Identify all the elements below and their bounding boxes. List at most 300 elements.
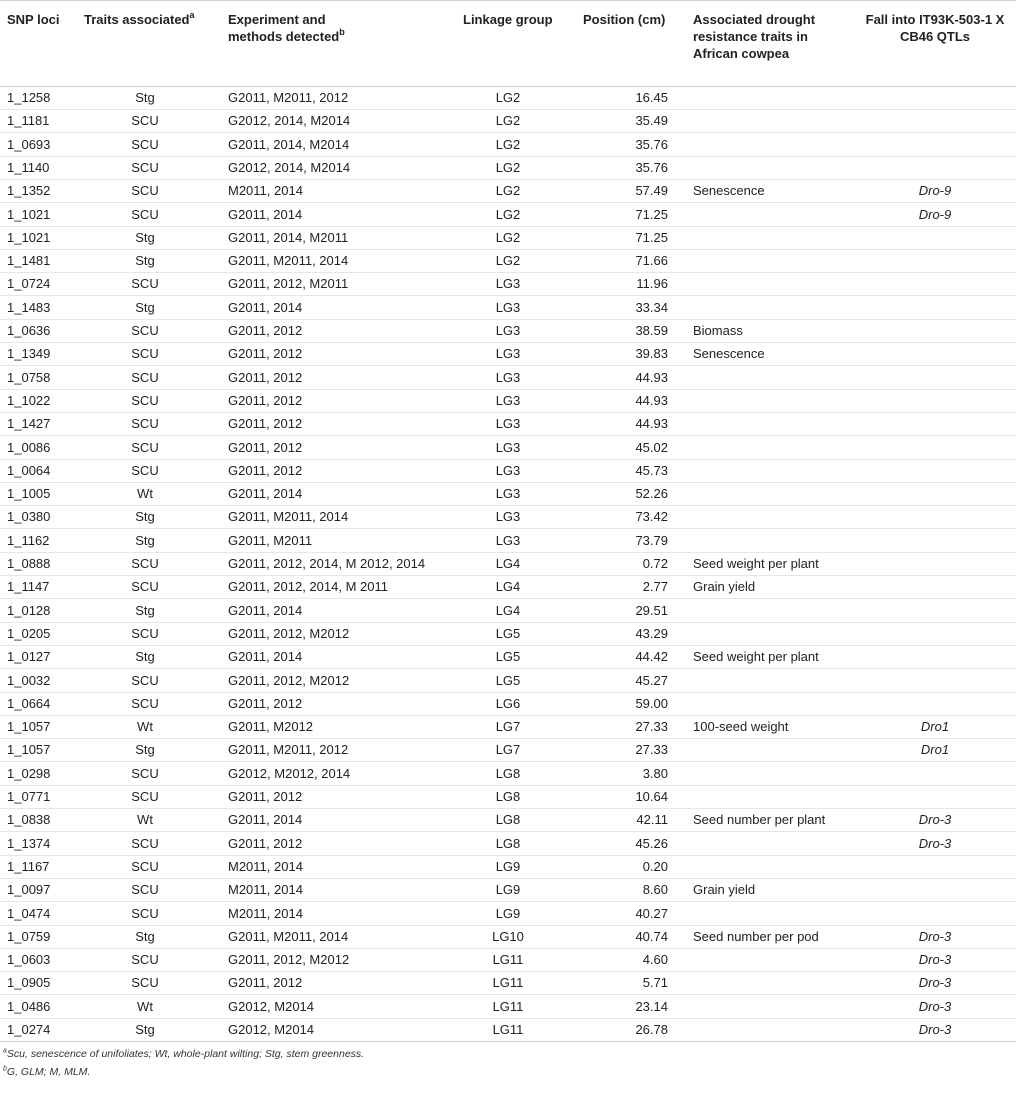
cell-trait: SCU	[131, 136, 159, 152]
cell-position: 45.27	[635, 672, 668, 688]
cell-trait: SCU	[131, 183, 159, 199]
cell-trait: Stg	[135, 229, 155, 245]
cell-position: 35.49	[635, 113, 668, 129]
cell-linkage-group: LG2	[495, 183, 521, 199]
cell-snp: 1_0905	[7, 975, 51, 991]
cell-method: G2011, 2012, 2014, M 2012, 2014	[228, 556, 426, 571]
cell-trait: SCU	[131, 323, 159, 338]
header-position: Position (cm)	[583, 12, 666, 27]
table-row	[0, 832, 1016, 856]
footnote-b: $^b$G, GLM; M, MLM.	[3, 1065, 91, 1079]
cell-method: G2011, 2012, M2012	[228, 625, 350, 641]
cell-position: 27.33	[635, 719, 668, 735]
cell-method: G2011, 2014, M2011	[228, 229, 349, 245]
table-row	[0, 109, 1016, 133]
cell-position: 42.11	[636, 812, 668, 828]
table-row	[0, 878, 1016, 902]
cell-method: G2011, 2012, M2011	[228, 276, 349, 292]
cell-snp: 1_1005	[7, 486, 51, 502]
cell-position: 45.26	[635, 835, 668, 851]
cell-snp: 1_1140	[7, 159, 50, 175]
cell-trait: Stg	[135, 649, 155, 665]
cell-snp: 1_1021	[7, 206, 51, 222]
cell-snp: 1_1022	[7, 392, 51, 408]
cell-method: G2011, 2014, M2014	[228, 136, 350, 152]
cell-method: G2011, 2012	[228, 346, 303, 362]
cell-method: G2011, 2014	[228, 206, 303, 222]
header-snp-loci: SNP loci	[7, 12, 60, 27]
cell-method: G2011, M2011, 2014	[228, 253, 349, 269]
cell-snp: 1_0888	[7, 556, 51, 571]
cell-drought-trait: Seed weight per plant	[693, 649, 819, 665]
cell-drought-trait: Seed weight per plant	[693, 556, 819, 571]
table-row	[0, 599, 1016, 623]
cell-drought-trait: 100-seed weight	[693, 719, 789, 735]
cell-trait: SCU	[131, 206, 159, 222]
header-experiment-methods: Experiment and methods detected$^b$	[228, 12, 345, 44]
cell-snp: 1_0603	[7, 952, 51, 968]
table-row	[0, 808, 1016, 832]
cell-linkage-group: LG7	[495, 719, 521, 735]
cell-qtl: Dro-9	[918, 206, 952, 222]
table-row	[0, 482, 1016, 506]
cell-drought-trait: Grain yield	[693, 882, 756, 898]
cell-qtl: Dro-3	[918, 998, 952, 1014]
table-row	[0, 645, 1016, 669]
cell-snp: 1_0097	[7, 882, 51, 898]
cell-trait: SCU	[131, 975, 159, 991]
table-row	[0, 272, 1016, 296]
cell-qtl: Dro-3	[918, 928, 952, 944]
cell-position: 3.80	[642, 765, 668, 781]
cell-position: 0.20	[642, 858, 668, 874]
cell-method: G2011, M2011, 2012	[228, 90, 349, 105]
cell-position: 29.51	[635, 602, 668, 618]
cell-method: G2011, M2012	[228, 719, 314, 735]
table-header	[0, 0, 1016, 87]
table-row	[0, 925, 1016, 949]
cell-method: M2011, 2014	[228, 882, 303, 898]
cell-method: G2011, 2014	[228, 486, 303, 502]
cell-snp: 1_1349	[7, 346, 51, 362]
cell-trait: Stg	[135, 299, 155, 315]
cell-position: 40.74	[635, 928, 668, 944]
cell-snp: 1_1481	[7, 253, 51, 269]
header-traits-associated: Traits associated$^a$	[84, 9, 195, 27]
cell-position: 35.76	[635, 159, 668, 175]
cell-qtl	[860, 226, 1010, 249]
cell-trait: SCU	[131, 882, 159, 898]
cell-position: 0.72	[642, 556, 668, 571]
cell-method: G2012, M2014	[228, 1022, 315, 1037]
cell-trait: SCU	[131, 858, 159, 874]
table-row	[0, 692, 1016, 716]
header-qtl: Fall into IT93K-503-1 X CB46 QTLs	[865, 12, 1005, 44]
cell-trait: SCU	[131, 416, 159, 432]
cell-snp: 1_0636	[7, 323, 51, 338]
table-row	[0, 902, 1016, 926]
cell-trait: SCU	[131, 346, 159, 362]
cell-snp: 1_0758	[7, 369, 51, 385]
cell-linkage-group: LG3	[495, 439, 521, 455]
cell-linkage-group: LG11	[492, 975, 524, 991]
cell-qtl	[860, 855, 1010, 878]
cell-linkage-group: LG11	[492, 1022, 524, 1037]
cell-drought-trait: Seed number per pod	[693, 928, 819, 944]
cell-method: G2011, 2012	[228, 835, 303, 851]
table-row	[0, 575, 1016, 599]
cell-position: 23.14	[635, 998, 668, 1014]
cell-trait: Stg	[135, 602, 155, 618]
cell-position: 71.66	[635, 253, 668, 269]
cell-method: G2011, 2014	[228, 299, 303, 315]
cell-linkage-group: LG9	[495, 905, 521, 921]
cell-position: 4.60	[642, 952, 668, 968]
cell-snp: 1_1057	[7, 719, 51, 735]
table-row	[0, 412, 1016, 436]
cell-position: 52.26	[635, 486, 668, 502]
table-row	[0, 226, 1016, 250]
cell-qtl: Dro-3	[918, 812, 952, 828]
table-row	[0, 762, 1016, 786]
cell-linkage-group: LG3	[495, 462, 521, 478]
cell-position: 44.42	[635, 649, 668, 665]
table-row	[0, 669, 1016, 693]
cell-qtl	[860, 505, 1010, 528]
cell-qtl	[860, 599, 1010, 622]
cell-trait: Stg	[135, 253, 155, 269]
cell-method: G2011, 2014	[228, 812, 303, 828]
cell-qtl: Dro-3	[918, 952, 952, 968]
cell-snp: 1_1181	[7, 113, 50, 129]
cell-method: G2011, 2012, M2012	[228, 672, 350, 688]
cell-linkage-group: LG3	[495, 299, 521, 315]
cell-qtl: Dro1	[920, 719, 950, 735]
cell-qtl: Dro1	[920, 742, 950, 758]
cell-snp: 1_1258	[7, 90, 51, 105]
cell-linkage-group: LG3	[495, 509, 521, 525]
cell-linkage-group: LG3	[495, 323, 521, 338]
cell-qtl	[860, 366, 1010, 389]
cell-linkage-group: LG6	[495, 695, 521, 711]
cell-position: 8.60	[642, 882, 668, 898]
table-row	[0, 738, 1016, 762]
cell-trait: SCU	[131, 952, 159, 968]
cell-qtl: Dro-3	[918, 975, 952, 991]
cell-snp: 1_0127	[7, 649, 51, 665]
cell-linkage-group: LG5	[495, 625, 521, 641]
cell-linkage-group: LG2	[495, 229, 521, 245]
cell-method: G2011, 2012	[228, 416, 303, 432]
cell-linkage-group: LG3	[495, 416, 521, 432]
cell-method: G2011, 2014	[228, 649, 303, 665]
cell-linkage-group: LG11	[492, 998, 524, 1014]
cell-linkage-group: LG8	[495, 835, 521, 851]
cell-method: G2011, 2012	[228, 462, 303, 478]
cell-position: 73.42	[635, 509, 668, 525]
cell-method: G2012, M2014	[228, 998, 315, 1014]
cell-qtl	[860, 412, 1010, 435]
cell-position: 39.83	[635, 346, 668, 362]
cell-qtl	[860, 249, 1010, 272]
table-row	[0, 203, 1016, 227]
cell-snp: 1_1427	[7, 416, 51, 432]
cell-qtl	[860, 878, 1010, 901]
cell-trait: Stg	[135, 928, 155, 944]
cell-drought-trait: Biomass	[693, 323, 743, 338]
cell-method: G2011, 2012, M2012	[228, 952, 350, 968]
cell-position: 44.93	[635, 416, 668, 432]
cell-qtl	[860, 296, 1010, 319]
cell-position: 71.25	[635, 206, 668, 222]
cell-position: 16.45	[635, 90, 668, 105]
cell-snp: 1_0664	[7, 695, 51, 711]
cell-method: G2011, M2011, 2014	[228, 509, 349, 525]
cell-linkage-group: LG4	[495, 579, 521, 595]
table-row	[0, 529, 1016, 553]
cell-linkage-group: LG8	[495, 789, 521, 804]
cell-qtl	[860, 109, 1010, 132]
cell-trait: SCU	[131, 625, 159, 641]
cell-snp: 1_0064	[7, 462, 51, 478]
cell-method: G2011, M2011, 2014	[228, 928, 349, 944]
header-linkage-group: Linkage group	[463, 12, 553, 27]
cell-trait: SCU	[131, 905, 159, 921]
cell-drought-trait: Grain yield	[693, 579, 756, 595]
table-row	[0, 715, 1016, 739]
cell-trait: SCU	[131, 556, 159, 571]
cell-method: G2012, 2014, M2014	[228, 113, 351, 129]
cell-linkage-group: LG2	[495, 253, 521, 269]
table-row	[0, 505, 1016, 529]
cell-qtl	[860, 529, 1010, 552]
cell-drought-trait: Senescence	[693, 183, 765, 199]
cell-trait: Wt	[137, 486, 153, 502]
cell-position: 26.78	[635, 1022, 668, 1037]
cell-snp: 1_0486	[7, 998, 51, 1014]
table-row	[0, 995, 1016, 1019]
cell-linkage-group: LG5	[495, 672, 521, 688]
cell-trait: SCU	[131, 835, 159, 851]
cell-linkage-group: LG5	[495, 649, 521, 665]
cell-trait: SCU	[131, 276, 159, 292]
cell-method: G2011, M2011	[228, 532, 313, 548]
cell-snp: 1_0032	[7, 672, 51, 688]
cell-qtl	[860, 133, 1010, 156]
cell-method: G2011, M2011, 2012	[228, 742, 349, 758]
table-row	[0, 86, 1016, 110]
cell-linkage-group: LG2	[495, 159, 521, 175]
cell-method: G2011, 2012	[228, 439, 303, 455]
cell-qtl	[860, 902, 1010, 925]
cell-linkage-group: LG4	[495, 602, 521, 618]
cell-position: 73.79	[635, 532, 668, 548]
table-row	[0, 179, 1016, 203]
cell-trait: SCU	[131, 672, 159, 688]
cell-trait: SCU	[131, 789, 159, 804]
table-row	[0, 342, 1016, 366]
cell-linkage-group: LG9	[495, 882, 521, 898]
cell-method: G2011, 2012, 2014, M 2011	[228, 579, 388, 595]
cell-method: G2011, 2012	[228, 789, 303, 804]
cell-method: G2011, 2012	[228, 323, 303, 338]
cell-qtl	[860, 272, 1010, 295]
cell-snp: 1_0724	[7, 276, 51, 292]
cell-qtl	[860, 622, 1010, 645]
cell-snp: 1_1162	[7, 532, 50, 548]
cell-linkage-group: LG2	[495, 206, 521, 222]
cell-snp: 1_0205	[7, 625, 51, 641]
table-row	[0, 366, 1016, 390]
cell-snp: 1_1167	[7, 858, 50, 874]
table-row	[0, 948, 1016, 972]
cell-position: 38.59	[635, 323, 668, 338]
table-row	[0, 436, 1016, 460]
cell-trait: Stg	[135, 742, 155, 758]
table-row	[0, 1018, 1016, 1042]
cell-qtl	[860, 669, 1010, 692]
cell-trait: Stg	[135, 1022, 155, 1037]
cell-trait: Stg	[135, 532, 155, 548]
table-row	[0, 785, 1016, 809]
cell-qtl	[860, 342, 1010, 365]
table-row	[0, 296, 1016, 320]
cell-snp: 1_0693	[7, 136, 51, 152]
cell-linkage-group: LG2	[495, 136, 521, 152]
table-row	[0, 971, 1016, 995]
cell-qtl	[860, 482, 1010, 505]
table-row	[0, 319, 1016, 343]
cell-trait: Wt	[137, 998, 153, 1014]
cell-snp: 1_0128	[7, 602, 51, 618]
table-row	[0, 622, 1016, 646]
cell-position: 27.33	[635, 742, 668, 758]
cell-position: 57.49	[635, 183, 668, 199]
cell-qtl	[860, 389, 1010, 412]
cell-trait: SCU	[131, 113, 159, 129]
cell-snp: 1_0771	[7, 789, 51, 804]
cell-qtl: Dro-3	[918, 1022, 952, 1037]
cell-position: 2.77	[642, 579, 668, 595]
cell-qtl: Dro-9	[918, 183, 952, 199]
cell-position: 44.93	[635, 369, 668, 385]
cell-linkage-group: LG4	[495, 556, 521, 571]
cell-qtl	[860, 575, 1010, 598]
cell-linkage-group: LG10	[492, 928, 524, 944]
cell-trait: SCU	[131, 439, 159, 455]
cell-method: G2011, 2012	[228, 695, 303, 711]
cell-drought-trait: Seed number per plant	[693, 812, 826, 828]
cell-position: 45.73	[635, 462, 668, 478]
cell-position: 10.64	[635, 789, 668, 804]
footnote-mark-b: b	[339, 26, 345, 37]
cell-qtl	[860, 645, 1010, 668]
table-row	[0, 855, 1016, 879]
cell-position: 11.96	[636, 276, 668, 292]
cell-qtl	[860, 459, 1010, 482]
cell-snp: 1_1374	[7, 835, 51, 851]
cell-snp: 1_1483	[7, 299, 51, 315]
cell-snp: 1_0838	[7, 812, 51, 828]
cell-linkage-group: LG3	[495, 369, 521, 385]
cell-qtl	[860, 156, 1010, 179]
cell-snp: 1_0380	[7, 509, 51, 525]
cell-position: 44.93	[635, 392, 668, 408]
cell-position: 43.29	[635, 625, 668, 641]
cell-linkage-group: LG11	[492, 952, 524, 968]
cell-linkage-group: LG8	[495, 765, 521, 781]
cell-snp: 1_0274	[7, 1022, 51, 1037]
cell-snp: 1_1057	[7, 742, 51, 758]
cell-linkage-group: LG2	[495, 90, 521, 105]
cell-linkage-group: LG9	[495, 858, 521, 874]
cell-trait: SCU	[131, 765, 159, 781]
cell-trait: SCU	[131, 579, 159, 595]
cell-qtl	[860, 692, 1010, 715]
footnote-mark-a: a	[189, 9, 195, 20]
cell-snp: 1_0086	[7, 439, 51, 455]
cell-trait: Stg	[135, 509, 155, 525]
cell-position: 71.25	[635, 229, 668, 245]
cell-trait: SCU	[131, 159, 159, 175]
cell-trait: SCU	[131, 695, 159, 711]
cell-qtl	[860, 86, 1010, 109]
cell-snp: 1_1021	[7, 229, 51, 245]
header-drought-traits: Associated drought resistance traits in African cowpea	[693, 12, 816, 61]
cell-method: G2012, M2012, 2014	[228, 765, 351, 781]
cell-trait: SCU	[131, 392, 159, 408]
cell-method: G2011, 2012	[228, 392, 303, 408]
cell-qtl	[860, 319, 1010, 342]
cell-snp: 1_0298	[7, 765, 51, 781]
cell-position: 5.71	[642, 975, 668, 991]
cell-position: 59.00	[635, 695, 668, 711]
cell-position: 33.34	[635, 299, 668, 315]
cell-linkage-group: LG3	[495, 276, 521, 292]
cell-trait: Stg	[135, 90, 155, 105]
cell-trait: SCU	[131, 462, 159, 478]
cell-snp: 1_1147	[7, 579, 50, 595]
table-row	[0, 249, 1016, 273]
cell-snp: 1_0759	[7, 928, 51, 944]
cell-linkage-group: LG3	[495, 346, 521, 362]
cell-qtl	[860, 436, 1010, 459]
cell-position: 35.76	[635, 136, 668, 152]
cell-method: M2011, 2014	[228, 905, 303, 921]
table-row	[0, 133, 1016, 157]
cell-position: 45.02	[635, 439, 668, 455]
cell-method: G2011, 2014	[228, 602, 303, 618]
cell-linkage-group: LG2	[495, 113, 521, 129]
cell-drought-trait: Senescence	[693, 346, 765, 362]
cell-position: 40.27	[635, 905, 668, 921]
cell-trait: SCU	[131, 369, 159, 385]
footnote-a: $^a$Scu, senescence of unifoliates; Wt, whole-plant wilting; Stg, stem greenness.	[3, 1047, 365, 1061]
cell-linkage-group: LG7	[495, 742, 521, 758]
cell-linkage-group: LG3	[495, 532, 521, 548]
cell-method: G2012, 2014, M2014	[228, 159, 351, 175]
cell-linkage-group: LG3	[495, 486, 521, 502]
cell-qtl	[860, 785, 1010, 808]
cell-trait: Wt	[137, 812, 153, 828]
cell-method: G2011, 2012	[228, 975, 303, 991]
cell-linkage-group: LG3	[495, 392, 521, 408]
table-row	[0, 389, 1016, 413]
cell-qtl	[860, 762, 1010, 785]
cell-trait: Wt	[137, 719, 153, 735]
table-row	[0, 552, 1016, 576]
cell-method: M2011, 2014	[228, 858, 303, 874]
